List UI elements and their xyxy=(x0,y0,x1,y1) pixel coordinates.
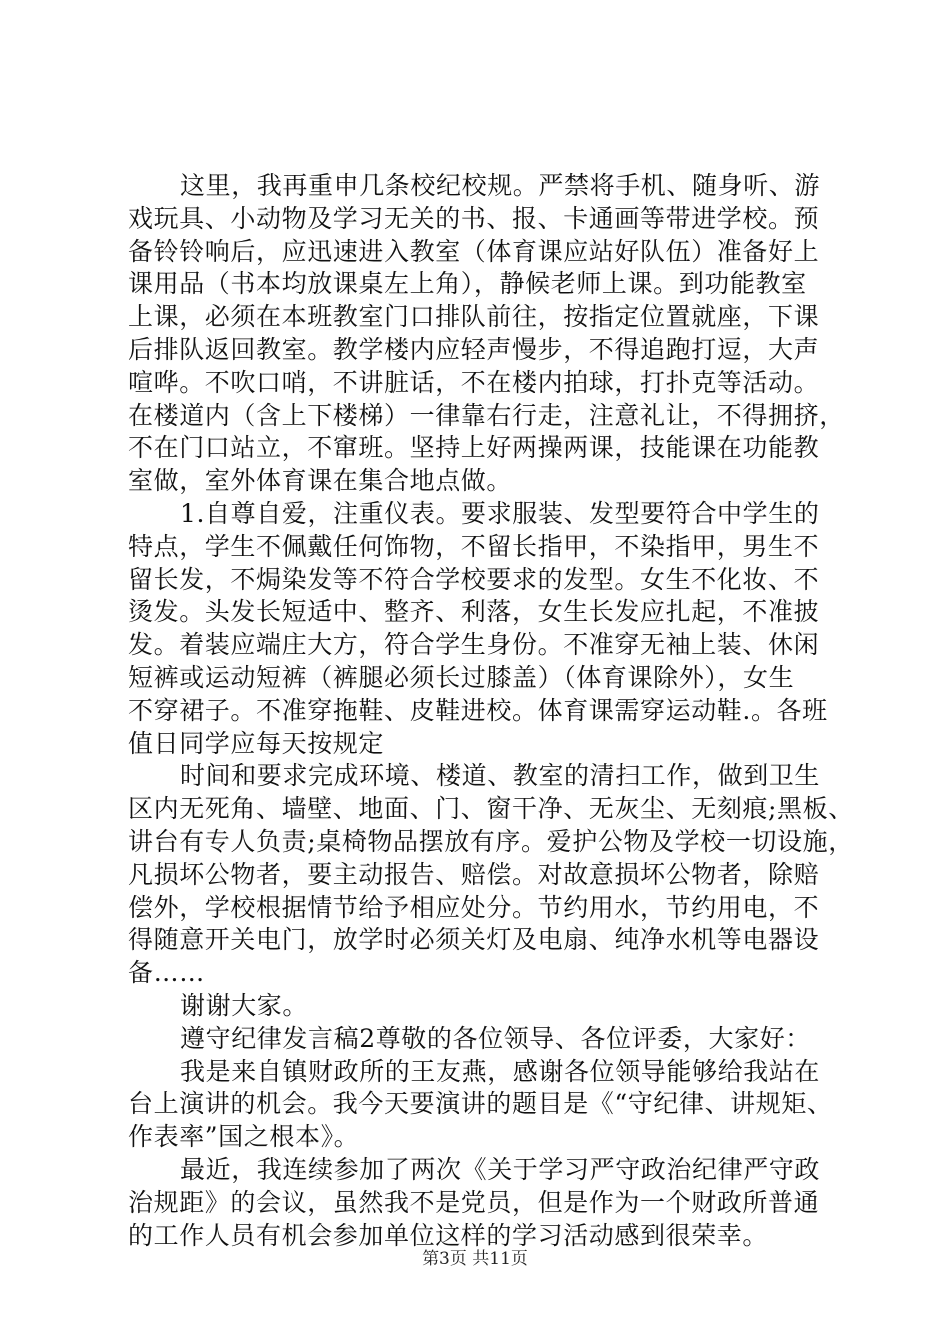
text-line: 作表率”国之根本》。 xyxy=(128,1122,360,1152)
text-line: 台上演讲的机会。我今天要演讲的题目是《“守纪律、讲规矩、 xyxy=(128,1089,833,1119)
text-line: 得随意开关电门，放学时必须关灯及电扇、纯净水机等电器设 xyxy=(128,925,820,955)
text-line: 后排队返回教室。教学楼内应轻声慢步，不得追跑打逗，大声 xyxy=(128,334,820,364)
text-line: 我是来自镇财政所的王友燕，感谢各位领导能够给我站在 xyxy=(180,1056,821,1086)
text-line: 偿外，学校根据情节给予相应处分。节约用水，节约用电，不 xyxy=(128,892,820,922)
text-line: 备铃铃响后，应迅速进入教室（体育课应站好队伍）准备好上 xyxy=(128,236,820,266)
text-line: 烫发。头发长短适中、整齐、利落，女生长发应扎起，不准披 xyxy=(128,597,820,627)
text-line: 最近，我连续参加了两次《关于学习严守政治纪律严守政 xyxy=(180,1154,821,1184)
page-number-footer: 第3页 共11页 xyxy=(422,1249,528,1269)
text-line: 谢谢大家。 xyxy=(180,990,309,1020)
text-line: 遵守纪律发言稿2尊敬的各位领导、各位评委，大家好： xyxy=(180,1023,811,1053)
text-line: 值日同学应每天按规定 xyxy=(128,728,385,758)
text-line: 不穿裙子。不准穿拖鞋、皮鞋进校。体育课需穿运动鞋.。各班 xyxy=(128,695,828,725)
text-line: 的工作人员有机会参加单位这样的学习活动感到很荣幸。 xyxy=(128,1220,769,1250)
text-line: 备…… xyxy=(128,958,205,988)
text-line: 喧哗。不吹口哨，不讲脏话，不在楼内拍球，打扑克等活动。 xyxy=(128,367,820,397)
text-line: 在楼道内（含上下楼梯）一律靠右行走，注意礼让，不得拥挤， xyxy=(128,400,845,430)
text-line: 1.自尊自爱，注重仪表。要求服装、发型要符合中学生的 xyxy=(180,498,820,528)
text-line: 不在门口站立，不窜班。坚持上好两操两课，技能课在功能教 xyxy=(128,433,820,463)
text-line: 区内无死角、墙壁、地面、门、窗干净、无灰尘、无刻痕;黑板、 xyxy=(128,794,854,824)
text-line: 特点，学生不佩戴任何饰物，不留长指甲，不染指甲，男生不 xyxy=(128,531,820,561)
document-body xyxy=(128,170,854,1252)
text-line: 凡损坏公物者，要主动报告、赔偿。对故意损坏公物者，除赔 xyxy=(128,859,820,889)
text-line: 治规距》的会议，虽然我不是党员，但是作为一个财政所普通 xyxy=(128,1187,820,1217)
text-line: 讲台有专人负责;桌椅物品摆放有序。爱护公物及学校一切设施， xyxy=(128,826,854,856)
text-line: 课用品（书本均放课桌左上角），静候老师上课。到功能教室 xyxy=(128,269,807,299)
text-line: 发。着装应端庄大方，符合学生身份。不准穿无袖上装、休闲 xyxy=(128,630,820,660)
text-line: 时间和要求完成环境、楼道、教室的清扫工作，做到卫生 xyxy=(180,761,821,791)
text-line: 这里，我再重申几条校纪校规。严禁将手机、随身听、游 xyxy=(180,171,821,200)
text-line: 留长发，不焗染发等不符合学校要求的发型。女生不化妆、不 xyxy=(128,564,820,594)
text-line: 戏玩具、小动物及学习无关的书、报、卡通画等带进学校。预 xyxy=(128,203,820,233)
text-line: 上课，必须在本班教室门口排队前往，按指定位置就座，下课 xyxy=(128,302,820,332)
text-line: 室做，室外体育课在集合地点做。 xyxy=(128,466,513,496)
text-line: 短裤或运动短裤（裤腿必须长过膝盖）（体育课除外），女生 xyxy=(128,662,795,692)
